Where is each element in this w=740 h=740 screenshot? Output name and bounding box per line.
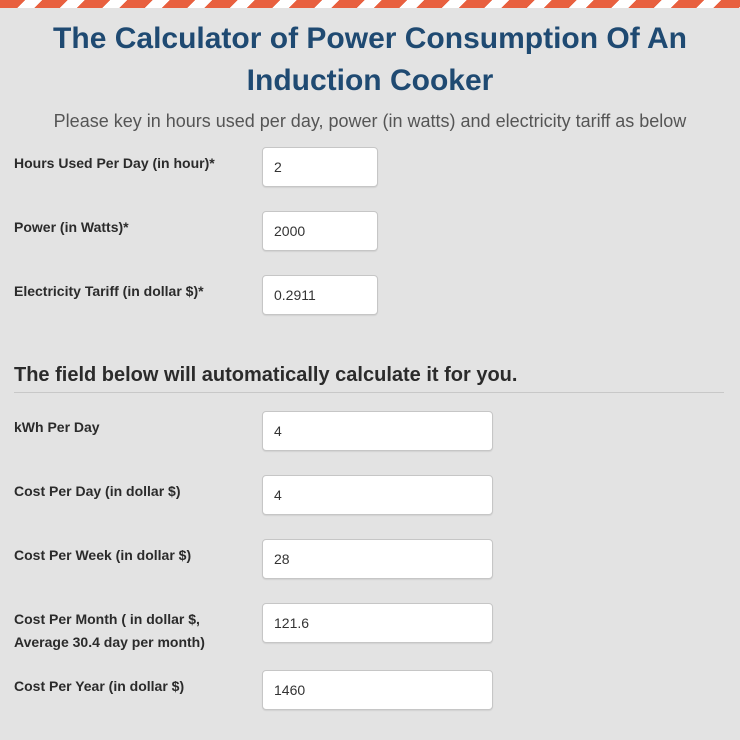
hours-per-day-label: Hours Used Per Day (in hour)* [14, 155, 215, 171]
kwh-per-day-label: kWh Per Day [14, 419, 100, 435]
page-title: The Calculator of Power Consumption Of An Induction Cooker [53, 22, 687, 97]
electricity-tariff-input[interactable] [262, 275, 378, 315]
cost-per-week-output[interactable] [262, 539, 493, 579]
top-stripe-decoration [0, 0, 740, 8]
cost-per-day-label: Cost Per Day (in dollar $) [14, 483, 181, 499]
page-subtitle: Please key in hours used per day, power (in watts) and electricity tariff as below [53, 111, 687, 131]
cost-per-year-label: Cost Per Year (in dollar $) [14, 678, 185, 694]
results-section-heading: The field below will automatically calculate it for you. [14, 362, 724, 393]
cost-per-week-label: Cost Per Week (in dollar $) [14, 547, 192, 563]
electricity-tariff-label: Electricity Tariff (in dollar $)* [14, 283, 204, 299]
cost-per-year-output[interactable] [262, 670, 493, 710]
cost-per-day-output[interactable] [262, 475, 493, 515]
power-watts-input[interactable] [262, 211, 378, 251]
power-watts-label: Power (in Watts)* [14, 219, 129, 235]
kwh-per-day-output[interactable] [262, 411, 493, 451]
cost-per-month-output[interactable] [262, 603, 493, 643]
cost-per-month-label: Cost Per Month ( in dollar $, Average 30.4 day per month) [14, 611, 205, 650]
hours-per-day-input[interactable] [262, 147, 378, 187]
